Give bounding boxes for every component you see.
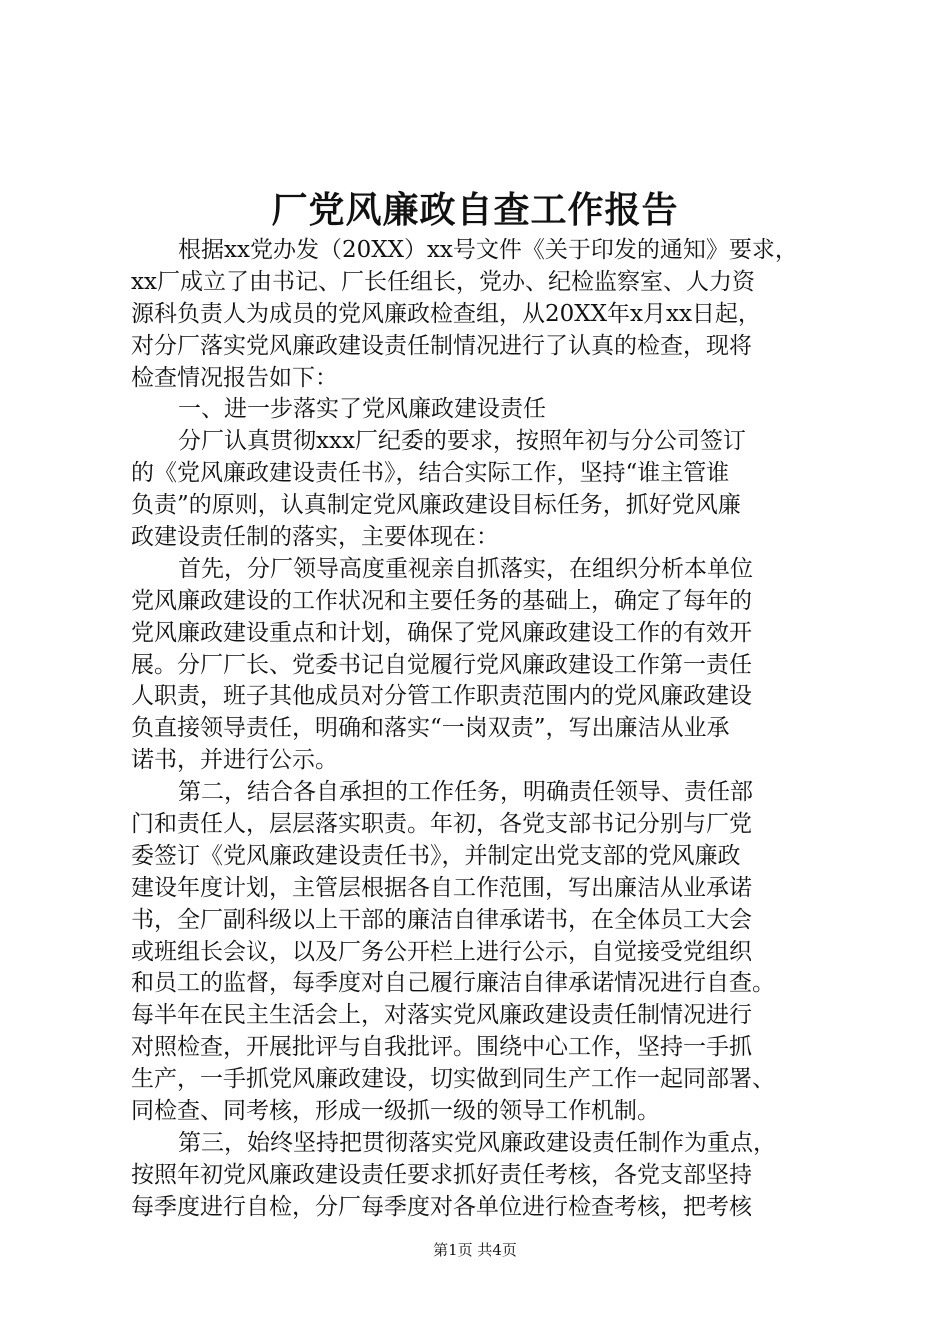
text-line: 负责”的原则，认真制定党风廉政建设目标任务，抓好党风廉 bbox=[131, 492, 741, 519]
text-line: 和员工的监督，每季度对自己履行廉洁自律承诺情况进行自查。 bbox=[131, 970, 775, 997]
document-body bbox=[131, 235, 851, 1224]
text-line: 对照检查，开展批评与自我批评。围绕中心工作，坚持一手抓 bbox=[131, 1034, 752, 1061]
text-line: 门和责任人，层层落实职责。年初，各党支部书记分别与厂党 bbox=[131, 811, 752, 838]
text-line: 展。分厂厂长、党委书记自觉履行党风廉政建设工作第一责任 bbox=[131, 651, 752, 678]
text-line: 对分厂落实党风廉政建设责任制情况进行了认真的检查，现将 bbox=[131, 332, 752, 359]
page-number: 第1页 共4页 bbox=[433, 1241, 517, 1259]
text-line: 按照年初党风廉政建设责任要求抓好责任考核，各党支部坚持 bbox=[131, 1161, 752, 1188]
text-line: xx厂成立了由书记、厂长任组长，党办、纪检监察室、人力资 bbox=[131, 268, 755, 295]
text-line: 负直接领导责任，明确和落实“一岗双责”，写出廉洁从业承 bbox=[131, 715, 730, 742]
text-line: 诺书，并进行公示。 bbox=[131, 747, 338, 774]
text-line: 生产，一手抓党风廉政建设，切实做到同生产工作一起同部署、 bbox=[131, 1066, 775, 1093]
section-heading: 一、进一步落实了党风廉政建设责任 bbox=[178, 396, 546, 423]
text-line: 党风廉政建设的工作状况和主要任务的基础上，确定了每年的 bbox=[131, 587, 752, 614]
text-line: 书，全厂副科级以上干部的廉洁自律承诺书，在全体员工大会 bbox=[131, 906, 752, 933]
document-title: 厂党风廉政自查工作报告 bbox=[271, 189, 679, 231]
text-line: 建设年度计划，主管层根据各自工作范围，写出廉洁从业承诺 bbox=[131, 874, 752, 901]
text-line: 人职责，班子其他成员对分管工作职责范围内的党风廉政建设 bbox=[131, 683, 752, 710]
text-line: 根据xx党办发（20XX）xx号文件《关于印发的通知》要求， bbox=[178, 237, 798, 263]
text-line: 首先，分厂领导高度重视亲自抓落实，在组织分析本单位 bbox=[178, 555, 753, 582]
text-line: 党风廉政建设重点和计划，确保了党风廉政建设工作的有效开 bbox=[131, 619, 752, 646]
text-line: 分厂认真贯彻xxx厂纪委的要求，按照年初与分公司签订 bbox=[178, 428, 746, 455]
text-line: 同检查、同考核，形成一级抓一级的领导工作机制。 bbox=[131, 1098, 660, 1125]
text-line: 每半年在民主生活会上，对落实党风廉政建设责任制情况进行 bbox=[131, 1002, 752, 1029]
text-line: 第三，始终坚持把贯彻落实党风廉政建设责任制作为重点， bbox=[178, 1129, 776, 1156]
text-line: 每季度进行自检，分厂每季度对各单位进行检查考核，把考核 bbox=[131, 1193, 752, 1220]
text-line: 第二，结合各自承担的工作任务，明确责任领导、责任部 bbox=[178, 779, 753, 806]
text-line: 源科负责人为成员的党风廉政检查组，从20XX年x月xx日起， bbox=[131, 300, 761, 327]
text-line: 政建设责任制的落实，主要体现在： bbox=[131, 524, 499, 551]
text-line: 委签订《党风廉政建设责任书》，并制定出党支部的党风廉政 bbox=[131, 842, 741, 869]
text-line: 检查情况报告如下： bbox=[131, 364, 338, 391]
text-line: 的《党风廉政建设责任书》，结合实际工作，坚持“谁主管谁 bbox=[131, 460, 730, 487]
text-line: 或班组长会议，以及厂务公开栏上进行公示，自觉接受党组织 bbox=[131, 938, 752, 965]
